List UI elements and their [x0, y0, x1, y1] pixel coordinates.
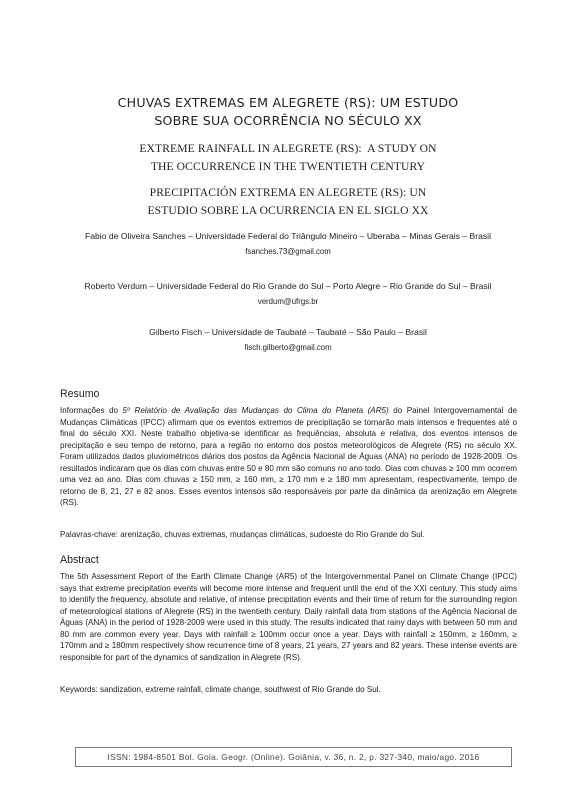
- author-block-2: [40, 281, 536, 307]
- title-spanish: [60, 184, 516, 219]
- author-name-affiliation: Gilberto Fisch – Universidade de Taubaté – Taubaté – São Paulo – Brasil: [149, 327, 427, 337]
- resumo-intro: Informações do: [60, 406, 123, 415]
- resumo-report-title: 5º Relatório de Avaliação das Mudanças do Clima do Planeta (AR5): [122, 406, 389, 415]
- author-block-3: [40, 327, 536, 353]
- footer-citation-box: [75, 747, 512, 767]
- title-en-line-1: EXTREME RAINFALL IN ALEGRETE (RS): A STUDY ON: [139, 142, 437, 155]
- author-name-affiliation: Fabio de Oliveira Sanches – Universidade Federal do Triângulo Mineiro – Uberaba – Minas Gerais – Brasil: [84, 231, 492, 241]
- resumo-keywords: Palavras-chave: arenização, chuvas extremas, mudanças climáticas, sudoeste do Rio Grande do Sul.: [60, 530, 425, 539]
- resumo-text: do Painel Intergovernamental de Mudanças Climáticas (IPCC) afirmam que os eventos extremos de precipitação se tornarão mais intensos e frequentes até o final do século XXI. Neste trabalho objetiva-se identificar as frequências, absoluta e relativa, dos eventos intensos de precipitação e seu tempo de retorno, para a região no entorno dos postos meteorológicos de Alegrete (RS) no século XX. Foram utilizados dados pluviométricos diários dos postos da Agência Nacional de Águas (ANA) no período de 1928-2009. Os resultados indicaram que os dias com chuvas entre 50 e 80 mm são comuns no ano todo. Dias com chuvas ≥ 100 mm ocorrem uma vez ao ano. Dias com chuvas ≥ 150 mm, ≥ 160 mm, ≥ 170 mm e ≥ 180 mm apresentam, respectivamente, tempo de retorno de 8, 21, 27 e 82 anos. Esses eventos intensos são responsáveis por parte da dinâmica da arenização em Alegrete (RS).: [60, 406, 517, 508]
- title-pt-line-1: CHUVAS EXTREMAS EM ALEGRETE (RS): UM ESTUDO: [117, 95, 459, 110]
- author-email: fisch.gilberto@gmail.com: [244, 343, 332, 352]
- author-name-affiliation: Roberto Verdum – Universidade Federal do Rio Grande do Sul – Porto Alegre – Rio Grande do Sul – Brasil: [84, 281, 492, 291]
- abstract-keywords: Keywords: sandization, extreme rainfall, climate change, southwest of Rio Grande do Sul.: [60, 685, 381, 694]
- resumo-body: [60, 405, 517, 509]
- abstract-heading: Abstract: [60, 554, 99, 566]
- title-pt-line-2: SOBRE SUA OCORRÊNCIA NO SÉCULO XX: [154, 113, 422, 128]
- author-email: verdum@ufrgs.br: [257, 297, 319, 306]
- title-en-line-2: THE OCCURRENCE IN THE TWENTIETH CENTURY: [150, 159, 426, 173]
- resumo-heading: Resumo: [60, 388, 100, 400]
- title-portuguese: [60, 94, 516, 130]
- title-es-line-2: ESTUDIO SOBRE LA OCURRENCIA EN EL SIGLO XX: [147, 203, 429, 217]
- author-email: fsanches.73@gmail.com: [245, 247, 331, 256]
- abstract-body: The 5th Assessment Report of the Earth Climate Change (AR5) of the Intergovernmental Panel on Climate Change (IPCC) says that extreme precipitation events will become more intense and frequent until the end of the XXI century. This study aims to identify the frequency, absolute and relative, of intense precipitation events and their time of return for the surrounding region of meteorological stations of Alegrete (RS) in the twentieth century. Daily rainfall data from stations of the Agência Nacional de Águas (ANA) in the period of 1928-2009 were used in this study. The results indicated that rainy days with between 50 mm and 80 mm are common every year. Days with rainfall ≥ 100mm occur once a year. Days with rainfall ≥ 150mm, ≥ 160mm, ≥ 170mm and ≥ 180mm respectively show recurrence time of 8 years, 21 years, 27 years and 82 years. These intense events are responsible for part of the dynamics of sandization in Alegrete (RS).: [60, 572, 517, 662]
- footer-citation: ISSN: 1984-8501 Bol. Goia. Geogr. (Online). Goiânia, v. 36, n. 2, p. 327-340, maio/ago. 2016: [107, 752, 480, 762]
- author-block-1: [40, 231, 536, 257]
- title-english: [60, 140, 516, 175]
- title-es-line-1: PRECIPITACIÓN EXTREMA EN ALEGRETE (RS): UN: [149, 186, 427, 199]
